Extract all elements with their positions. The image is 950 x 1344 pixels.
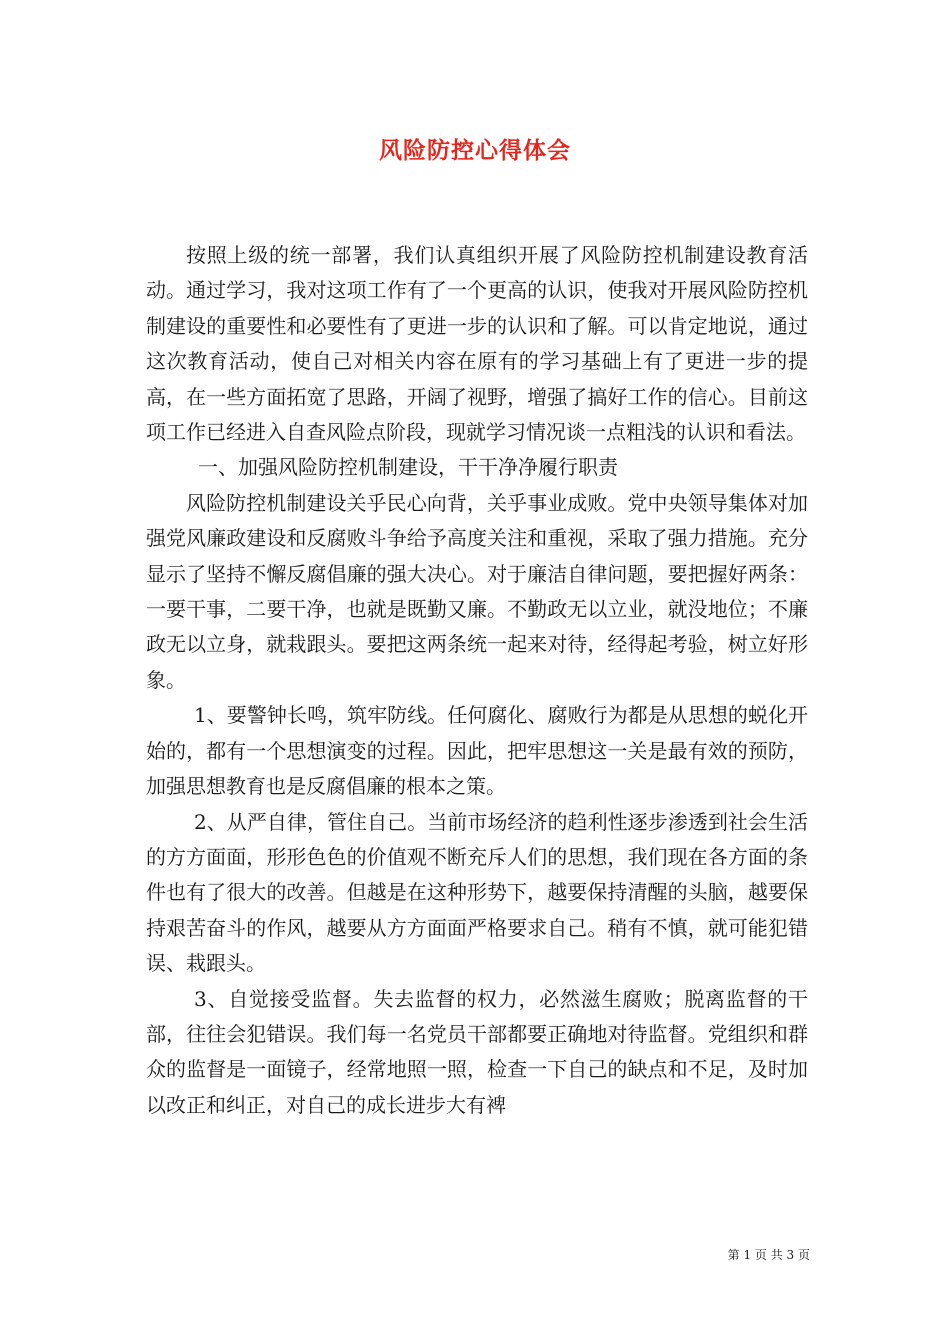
paragraph-section-1: 风险防控机制建设关乎民心向背，关乎事业成败。党中央领导集体对加强党风廉政建设和反腐败斗争给予高度关注和重视，采取了强力措施。充分显示了坚持不懈反腐倡廉的强大决心。对于廉洁自律问题，要把握好两条：一要干事，二要干净，也就是既勤又廉。不勤政无以立业，就没地位；不廉政无以立身，就栽跟头。要把这两条统一起来对待，经得起考验，树立好形象。: [146, 490, 808, 692]
document-title: 风险防控心得体会: [379, 137, 571, 164]
paragraph-point-2: 2、从严自律，管住自己。当前市场经济的趋利性逐步渗透到社会生活的方方面面，形形色色的价值观不断充斥人们的思想，我们现在各方面的条件也有了很大的改善。但越是在这种形势下，越要保持清醒的头脑，越要保持艰苦奋斗的作风，越要从方方面面严格要求自己。稍有不慎，就可能犯错误、栽跟头。: [146, 809, 808, 976]
paragraph-intro: 按照上级的统一部署，我们认真组织开展了风险防控机制建设教育活动。通过学习，我对这项工作有了一个更高的认识，使我对开展风险防控机制建设的重要性和必要性有了更进一步的认识和了解。可以肯定地说，通过这次教育活动，使自己对相关内容在原有的学习基础上有了更进一步的提高，在一些方面拓宽了思路，开阔了视野，增强了搞好工作的信心。目前这项工作已经进入自查风险点阶段，现就学习情况谈一点粗浅的认识和看法。: [146, 243, 808, 445]
page-number-footer: 第 1 页 共 3 页: [727, 1248, 810, 1262]
section-heading-1: 一、加强风险防控机制建设，干干净净履行职责: [198, 455, 618, 480]
paragraph-point-1: 1、要警钟长鸣，筑牢防线。任何腐化、腐败行为都是从思想的蜕化开始的，都有一个思想演变的过程。因此，把牢思想这一关是最有效的预防，加强思想教育也是反腐倡廉的根本之策。: [146, 703, 808, 799]
paragraph-point-3: 3、自觉接受监督。失去监督的权力，必然滋生腐败；脱离监督的干部，往往会犯错误。我们每一名党员干部都要正确地对待监督。党组织和群众的监督是一面镜子，经常地照一照，检查一下自己的缺点和不足，及时加以改正和纠正，对自己的成长进步大有裨: [146, 986, 808, 1117]
document-body: [146, 238, 808, 1123]
